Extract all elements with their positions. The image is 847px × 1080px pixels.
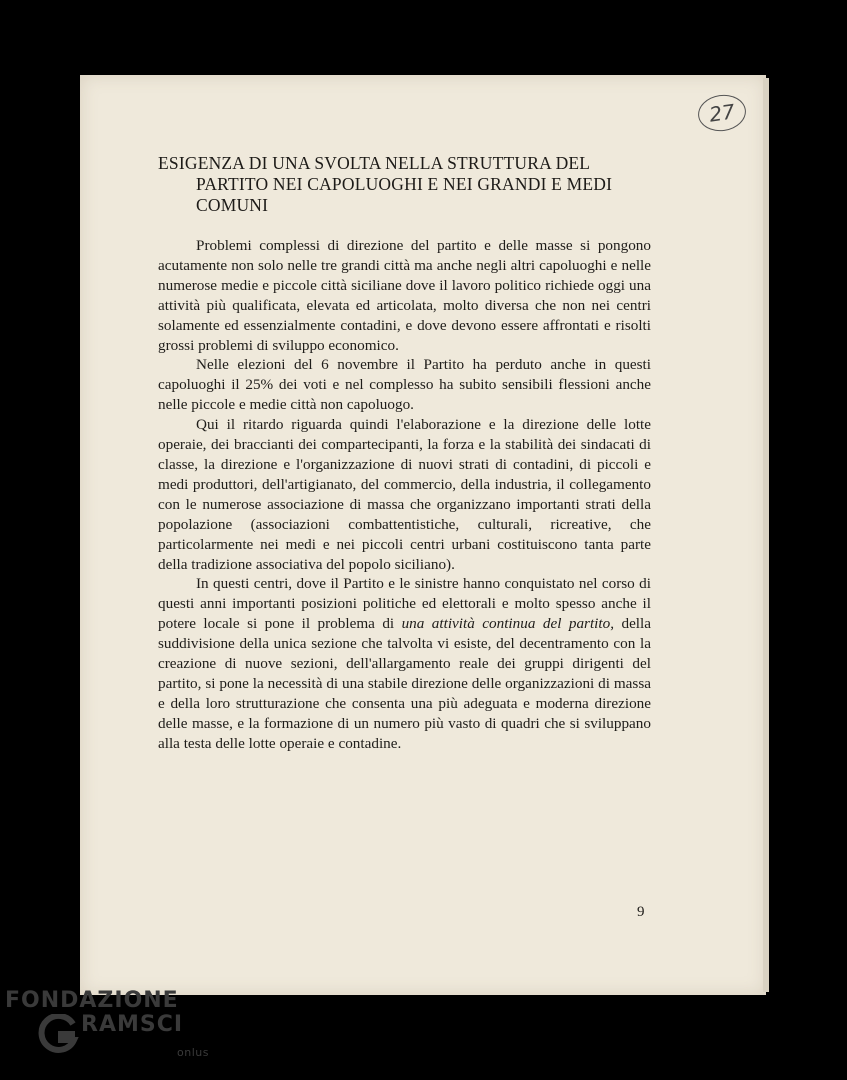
document-title xyxy=(158,153,668,216)
title-line-2: PARTITO NEI CAPOLUOGHI E NEI GRANDI E MEDI xyxy=(196,174,613,194)
page-number: 9 xyxy=(637,904,645,920)
emphasized-text: una attività continua del partito xyxy=(401,615,611,633)
page-edge xyxy=(763,78,769,992)
title-line-3: COMUNI xyxy=(196,195,269,215)
paragraph: Qui il ritardo riguarda quindi l'elaborazione e la direzione delle lotte operaie, dei braccianti dei compartecipanti, la forza e la stabilità dei sindacati di classe, la direzione e l'organizzazione di nuovi strati di contadini, di piccoli e medi produttori, dell'artigianato, del commercio, della industria, il collegamento con le numerose associazione di massa che organizzano importanti strati della popolazione (associazioni combattentistiche, culturali, ricreative, che particolarmente nei medi e nei piccoli centri urbani costituiscono tanta parte della tradizione associativa del popolo siciliano). xyxy=(158,416,651,573)
paragraph-with-emphasis xyxy=(158,574,651,753)
fondazione-gramsci-logo xyxy=(5,988,215,1074)
paragraph-text: , della suddivisione della unica sezione che talvolta vi esiste, del decentramento con la creazione di nuove sezioni, dell'allargamento reale dei gruppi dirigenti del partito, si pone la necessità di una stabile direzione delle organizzazioni di massa e della loro strutturazione che consenta una più adeguata e moderna direzione delle masse, e la formazione di un numero più vasto di quadri che si sviluppano alla testa delle lotte operaie e contadine. xyxy=(158,615,651,752)
document-page xyxy=(80,75,766,995)
paragraph-text: In questi centri, dove il Partito e le sinistre hanno conquistato nel corso di questi anni importanti posizioni politiche ed elettorali e molto spesso anche il potere locale si pone il problema di xyxy=(158,575,651,633)
logo-suffix: onlus xyxy=(177,1046,209,1059)
logo-text-line-1: FONDAZIONE xyxy=(5,988,179,1013)
logo-text-line-2: RAMSCI xyxy=(81,1012,184,1037)
logo-g-mark-icon xyxy=(37,1014,79,1056)
title-line-1: ESIGENZA DI UNA SVOLTA NELLA STRUTTURA DEL xyxy=(158,153,591,173)
archive-number-stamp: 27 xyxy=(696,92,749,134)
paragraph: Nelle elezioni del 6 novembre il Partito ha perduto anche in questi capoluoghi il 25% dei voti e nel complesso ha subito sensibili flessioni anche nelle piccole e medie città non capoluogo. xyxy=(158,356,651,414)
paragraph: Problemi complessi di direzione del partito e delle masse si pongono acutamente non solo nelle tre grandi città ma anche negli altri capoluoghi e nelle numerose medie e piccole città siciliane dove il lavoro politico richiede oggi una attività più qualificata, elevata ed articolata, molto diversa che non nei centri solamente ed essenzialmente contadini, e dove devono essere affrontati e risolti grossi problemi di sviluppo economico. xyxy=(158,237,651,354)
body-text xyxy=(158,236,651,754)
